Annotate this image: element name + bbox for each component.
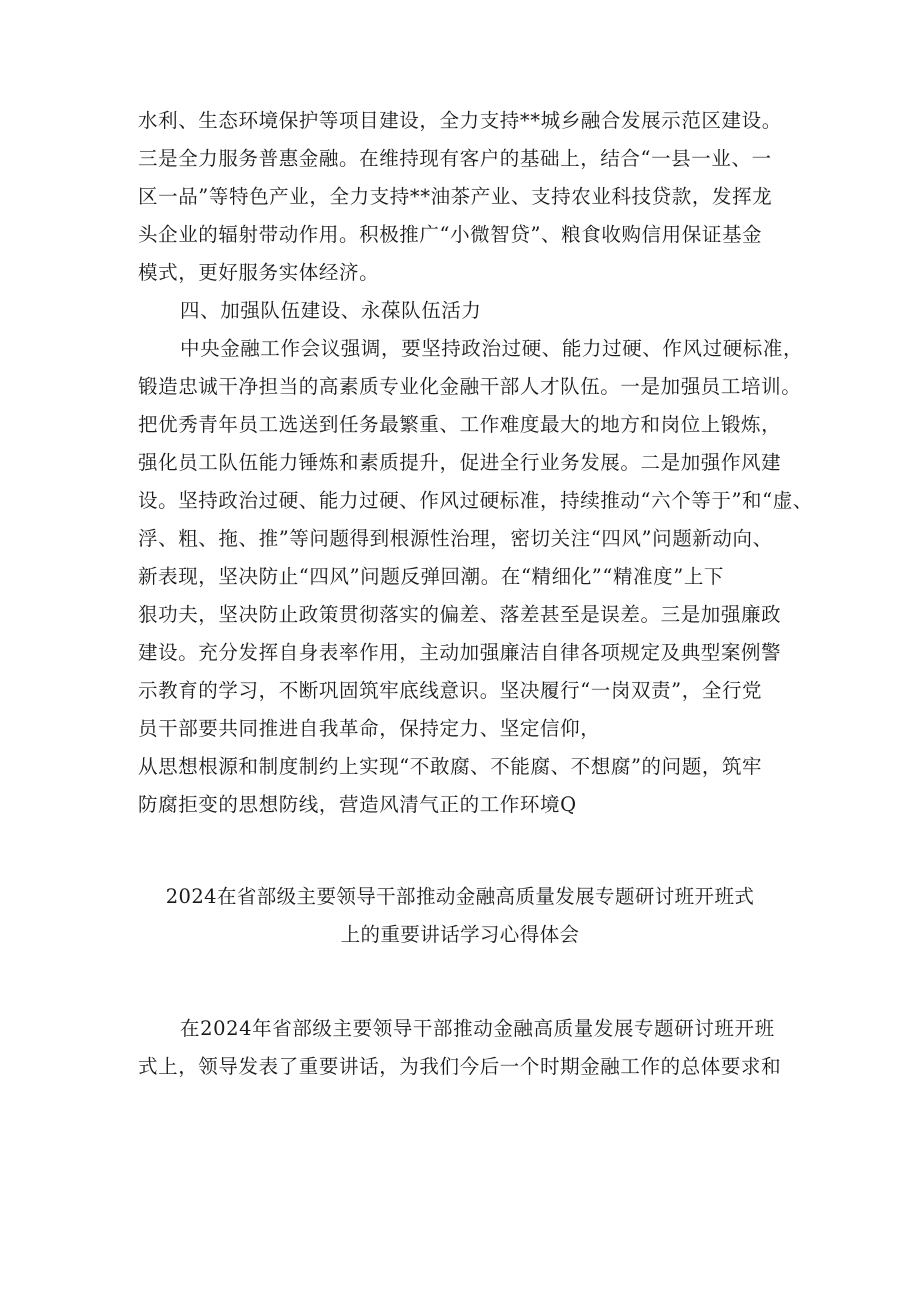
paragraph-line: 建设。充分发挥自身表率作用，主动加强廉洁自律各项规定及典型案例警 bbox=[138, 641, 782, 664]
paragraph-line: 式上，领导发表了重要讲话，为我们今后一个时期金融工作的总体要求和 bbox=[138, 1055, 782, 1078]
paragraph-line: 把优秀青年员工选送到任务最繁重、工作难度最大的地方和岗位上锻炼， bbox=[138, 413, 782, 436]
paragraph-line: 新表现，坚决防止“四风”问题反弹回潮。在“精细化”“精准度”上下 bbox=[138, 565, 725, 588]
paragraph-line: 浮、粗、拖、推”等问题得到根源性治理，密切关注“四风”问题新动向、 bbox=[138, 527, 773, 550]
paragraph-line: 模式，更好服务实体经济。 bbox=[138, 261, 380, 284]
paragraph-line: 狠功夫，坚决防止政策贯彻落实的偏差、落差甚至是误差。三是加强廉政 bbox=[138, 603, 782, 626]
paragraph-line: 区一品”等特色产业，全力支持**油茶产业、支持农业科技贷款，发挥龙 bbox=[138, 185, 773, 208]
paragraph-line: 在2024年省部级主要领导干部推动金融高质量发展专题研讨班开班 bbox=[180, 1017, 775, 1040]
paragraph-line: 头企业的辐射带动作用。积极推广“小微智贷”、粮食收购信用保证基金 bbox=[138, 223, 763, 246]
paragraph-line: 设。坚持政治过硬、能力过硬、作风过硬标准，持续推动“六个等于”和“虚、 bbox=[138, 489, 813, 512]
paragraph-line: 锻造忠诚干净担当的高素质专业化金融干部人才队伍。一是加强员工培训。 bbox=[138, 375, 802, 398]
paragraph-line: 防腐拒变的思想防线，营造风清气正的工作环境Q bbox=[138, 793, 577, 816]
paragraph-line: 示教育的学习，不断巩固筑牢底线意识。坚决履行“一岗双责”，全行党 bbox=[138, 679, 763, 702]
section-heading: 四、加强队伍建设、永葆队伍活力 bbox=[180, 299, 482, 322]
paragraph-line: 从思想根源和制度制约上实现“不敢腐、不能腐、不想腐”的问题，筑牢 bbox=[138, 755, 763, 778]
article-title-line: 上的重要讲话学习心得体会 bbox=[340, 923, 580, 946]
article-title-line: 2024在省部级主要领导干部推动金融高质量发展专题研讨班开班式 bbox=[165, 885, 755, 908]
paragraph-line: 中央金融工作会议强调，要坚持政治过硬、能力过硬、作风过硬标准， bbox=[180, 337, 804, 360]
paragraph-line: 水利、生态环境保护等项目建设，全力支持**城乡融合发展示范区建设。 bbox=[138, 109, 782, 132]
paragraph-line: 三是全力服务普惠金融。在维持现有客户的基础上，结合“一县一业、一 bbox=[138, 147, 772, 170]
paragraph-line: 强化员工队伍能力锤炼和素质提升，促进全行业务发展。二是加强作风建 bbox=[138, 451, 782, 474]
paragraph-line: 员干部要共同推进自我革命，保持定力、坚定信仰， bbox=[138, 717, 601, 740]
